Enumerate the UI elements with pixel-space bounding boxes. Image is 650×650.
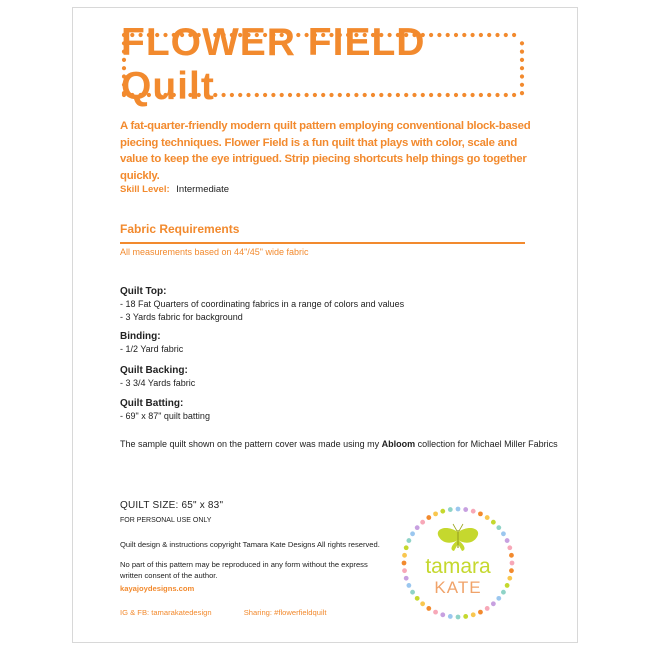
logo-text-tamara: tamara — [425, 555, 491, 578]
personal-use-notice: FOR PERSONAL USE ONLY — [120, 517, 212, 524]
section-heading: Quilt Top: — [120, 286, 167, 297]
backing-section — [120, 364, 520, 390]
social-line — [120, 608, 356, 617]
sample-text-after: collection for Michael Miller Fabrics — [415, 439, 558, 449]
skill-level — [120, 184, 229, 195]
page-title: FLOWER FIELD Quilt — [121, 21, 426, 108]
quilt-top-section — [120, 285, 520, 324]
copyright-notice: Quilt design & instructions copyright Tamara Kate Designs All rights reserved. — [120, 540, 380, 549]
skill-level-label: Skill Level: — [120, 184, 170, 195]
list-item: - 3 Yards fabric for background — [120, 312, 243, 322]
sample-quilt-note — [120, 439, 558, 449]
website-link[interactable]: kayajoydesigns.com — [120, 584, 195, 593]
section-divider — [120, 242, 525, 244]
logo-text-kate: KATE — [434, 578, 482, 597]
batting-section — [120, 397, 520, 423]
quilt-size: QUILT SIZE: 65" x 83" — [120, 500, 224, 511]
list-item: - 18 Fat Quarters of coordinating fabrics in a range of colors and values — [120, 299, 405, 309]
fabric-requirements-heading: Fabric Requirements — [120, 222, 240, 236]
section-heading: Quilt Backing: — [120, 365, 188, 376]
section-heading: Quilt Batting: — [120, 398, 184, 409]
sharing-hashtag: Sharing: #flowerfieldquilt — [243, 608, 327, 617]
skill-level-value: Intermediate — [176, 184, 230, 195]
binding-section — [120, 330, 520, 356]
list-item: - 69" x 87" quilt batting — [120, 411, 210, 421]
intro-paragraph: A fat-quarter-friendly modern quilt pattern employing conventional block-based piecing techniques. Flower Field is a fun quilt that plays with color, scale and value to keep the eye intrigued. Strip piecing shortcuts help things go together quickly. — [120, 120, 531, 182]
pattern-page — [73, 8, 577, 642]
fabric-note: All measurements based on 44"/45" wide fabric — [120, 247, 309, 257]
sample-text-before: The sample quilt shown on the pattern cover was made using my — [120, 439, 382, 449]
reproduction-notice: No part of this pattern may be reproduced in any form without the express written consent of the author. — [120, 560, 368, 580]
tamara-kate-logo — [399, 504, 517, 622]
social-handle: IG & FB: tamarakatedesign — [120, 608, 212, 617]
list-item: - 3 3/4 Yards fabric — [120, 378, 196, 388]
butterfly-icon — [438, 524, 478, 551]
section-heading: Binding: — [120, 331, 161, 342]
list-item: - 1/2 Yard fabric — [120, 344, 184, 354]
title-box — [121, 21, 525, 108]
collection-name: Abloom — [381, 439, 416, 449]
